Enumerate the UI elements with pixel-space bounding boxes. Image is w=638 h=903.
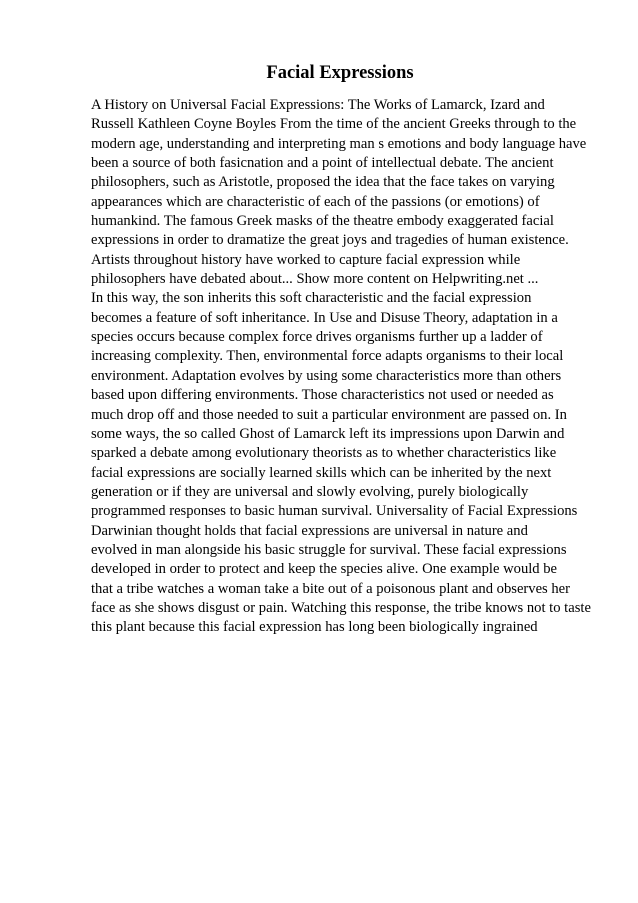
body-line: Russell Kathleen Coyne Boyles From the time of the ancient Greeks through to the (91, 116, 577, 133)
body-line: evolved in man alongside his basic struggle for survival. These facial expressions (91, 541, 567, 558)
body-line: increasing complexity. Then, environmental force adapts organisms to their local (91, 348, 564, 365)
body-line: that a tribe watches a woman take a bite out of a poisonous plant and observes her (91, 580, 571, 597)
body-line: philosophers have debated about... Show more content on Helpwriting.net ... (91, 271, 539, 288)
body-line: expressions in order to dramatize the great joys and tragedies of human existence. (91, 232, 569, 249)
body-line: some ways, the so called Ghost of Lamarck left its impressions upon Darwin and (91, 425, 565, 442)
body-line: becomes a feature of soft inheritance. In Use and Disuse Theory, adaptation in a (91, 309, 558, 326)
body-line: much drop off and those needed to suit a particular environment are passed on. In (91, 406, 567, 423)
body-line: developed in order to protect and keep the species alive. One example would be (91, 561, 558, 578)
body-line: facial expressions are socially learned skills which can be inherited by the next (91, 464, 552, 481)
body-line: humankind. The famous Greek masks of the theatre embody exaggerated facial (91, 213, 554, 230)
body-line: modern age, understanding and interpreting man s emotions and body language have (91, 135, 587, 152)
body-line: In this way, the son inherits this soft characteristic and the facial expression (91, 290, 532, 307)
body-line: Artists throughout history have worked to capture facial expression while (91, 251, 521, 268)
body-line: face as she shows disgust or pain. Watching this response, the tribe knows not to taste (91, 599, 591, 616)
body-line: philosophers, such as Aristotle, proposed the idea that the face takes on varying (91, 174, 555, 191)
body-line: sparked a debate among evolutionary theorists as to whether characteristics like (91, 445, 557, 462)
body-line: appearances which are characteristic of each of the passions (or emotions) of (91, 193, 540, 210)
body-line: based upon differing environments. Those characteristics not used or needed as (91, 387, 554, 404)
document-body (91, 96, 631, 638)
body-line: Darwinian thought holds that facial expressions are universal in nature and (91, 522, 528, 539)
body-line: this plant because this facial expression has long been biologically ingrained (91, 619, 538, 636)
body-line: A History on Universal Facial Expressions: The Works of Lamarck, Izard and (91, 97, 545, 113)
document-title: Facial Expressions (266, 63, 414, 83)
body-line: environment. Adaptation evolves by using some characteristics more than others (91, 367, 562, 384)
body-line: generation or if they are universal and slowly evolving, purely biologically (91, 483, 529, 500)
body-line: programmed responses to basic human survival. Universality of Facial Expressions (91, 503, 578, 520)
body-line: species occurs because complex force drives organisms further up a ladder of (91, 329, 543, 346)
body-line: been a source of both fasicnation and a point of intellectual debate. The ancient (91, 155, 554, 172)
